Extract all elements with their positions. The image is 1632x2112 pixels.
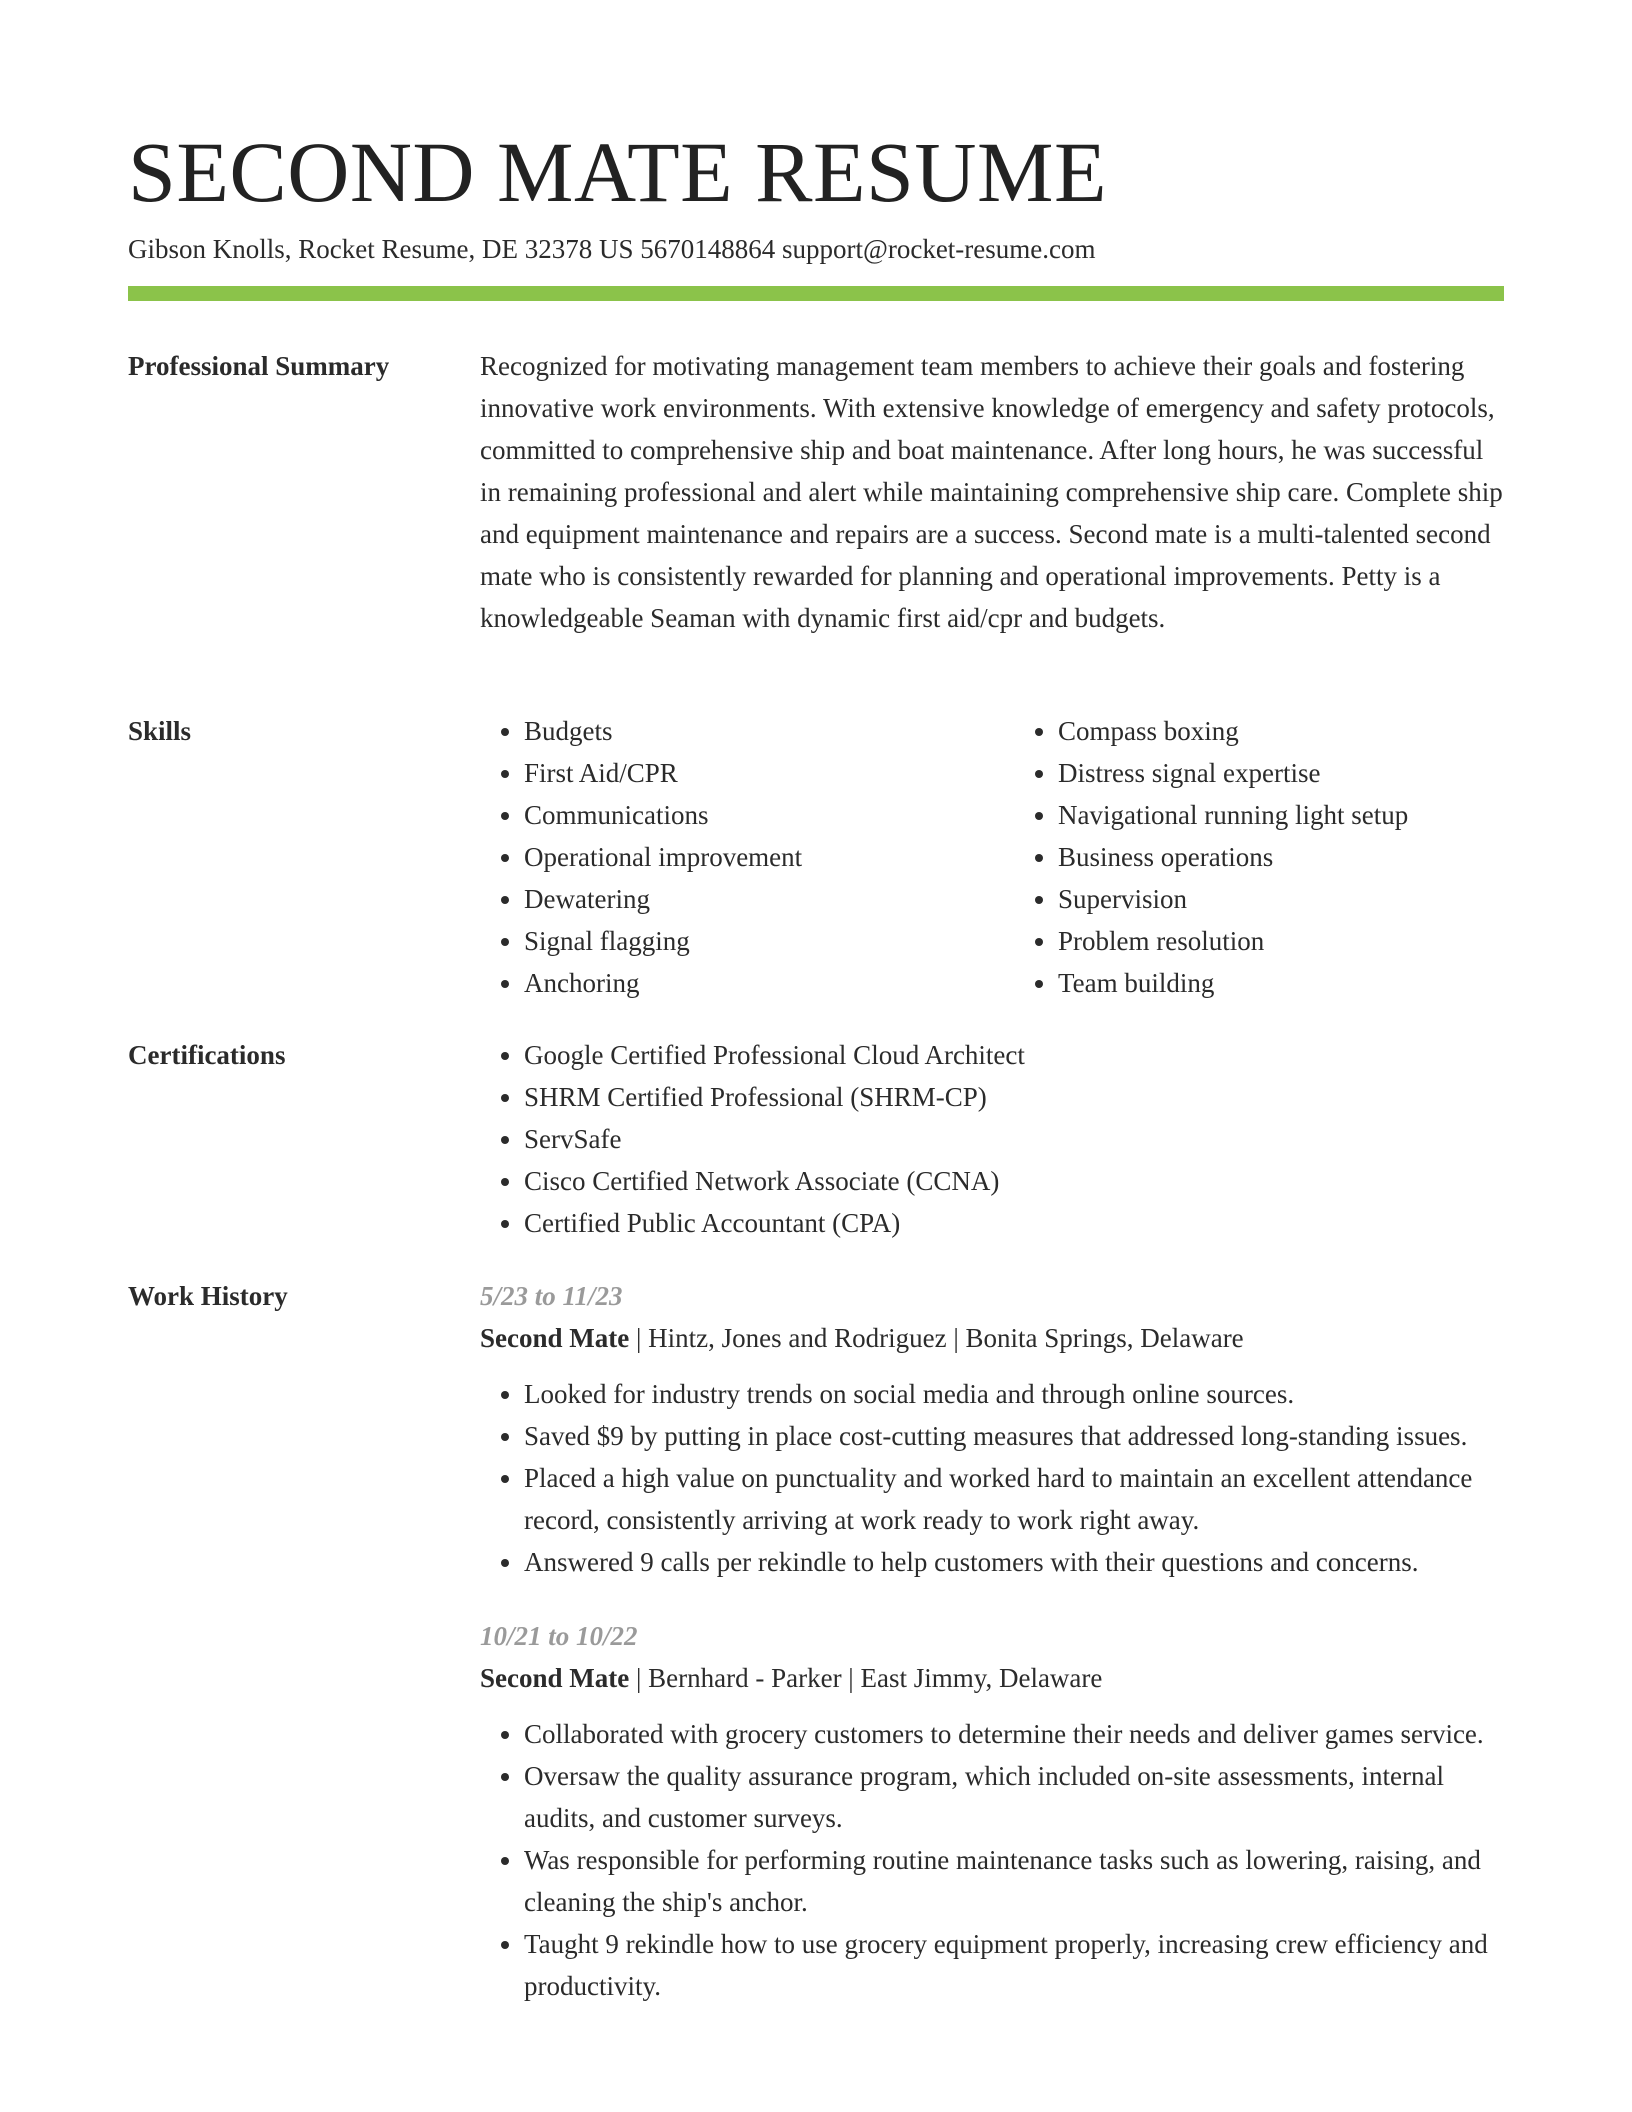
job-bullet: • Taught 9 rekindle how to use grocery equipment properly, increasing crew efficiency and productivity. [524,1923,1504,2007]
certifications-list [480,1034,1504,1244]
job-bullet: • Answered 9 calls per rekindle to help customers with their questions and concerns. [524,1541,1504,1583]
certifications-label: Certifications [128,1040,286,1070]
contact-line: Gibson Knolls, Rocket Resume, DE 32378 US 5670148864 support@rocket-resume.com [128,234,1096,264]
job-header [480,1657,1504,1699]
job-bullet: • Was responsible for performing routine maintenance tasks such as lowering, raising, and cleaning the ship's anchor. [524,1839,1504,1923]
summary-body [480,345,1504,639]
skills-list-left [480,710,970,1004]
certification-item: • Certified Public Accountant (CPA) [524,1202,1504,1244]
header-divider [128,286,1504,301]
job-bullet: • Saved $9 by putting in place cost-cutting measures that addressed long-standing issues. [524,1415,1504,1457]
certification-item: • SHRM Certified Professional (SHRM-CP) [524,1076,1504,1118]
job-title: Second Mate [480,1663,630,1693]
job-company-location: | Bernhard - Parker | East Jimmy, Delaware [629,1663,1103,1693]
skill-item: • Budgets [524,710,970,752]
job-title: Second Mate [480,1323,630,1353]
summary-label: Professional Summary [128,351,390,381]
job-spacer [480,1583,1504,1615]
job-bullets [480,1713,1504,2007]
job-bullet: • Looked for industry trends on social media and through online sources. [524,1373,1504,1415]
job-bullet: • Collaborated with grocery customers to determine their needs and deliver games service. [524,1713,1504,1755]
job-dates: 10/21 to 10/22 [480,1621,638,1651]
skills-label: Skills [128,716,192,746]
skill-item: • First Aid/CPR [524,752,970,794]
certifications-body [480,1034,1504,1244]
skill-item: • Supervision [1058,878,1504,920]
job-entry [480,1615,1504,2007]
job-header [480,1317,1504,1359]
skill-item: • Communications [524,794,970,836]
job-bullet: • Placed a high value on punctuality and worked hard to maintain an excellent attendance record, consistently arriving at work ready to work right away. [524,1457,1504,1541]
job-dates: 5/23 to 11/23 [480,1281,623,1311]
skill-item: • Signal flagging [524,920,970,962]
skill-item: • Problem resolution [1058,920,1504,962]
skill-item: • Team building [1058,962,1504,1004]
job-bullets [480,1373,1504,1583]
job-bullet: • Oversaw the quality assurance program, which included on-site assessments, internal audits, and customer surveys. [524,1755,1504,1839]
work-history-label: Work History [128,1281,288,1311]
work-history-body [480,1275,1504,2007]
skill-item: • Operational improvement [524,836,970,878]
skills-columns [480,710,1504,1004]
certification-item: • Google Certified Professional Cloud Architect [524,1034,1504,1076]
certification-item: • Cisco Certified Network Associate (CCNA) [524,1160,1504,1202]
job-entry [480,1275,1504,1583]
skills-list-right [1014,710,1504,1004]
skill-item: • Compass boxing [1058,710,1504,752]
skill-item: • Distress signal expertise [1058,752,1504,794]
resume-title: SECOND MATE RESUME [128,124,1107,220]
summary-text: Recognized for motivating management team members to achieve their goals and fostering innovative work environments. With extensive knowledge of emergency and safety protocols, committed to comprehensive ship and boat maintenance. After long hours, he was successful in remaining professional and alert while maintaining comprehensive ship care. Complete ship and equipment maintenance and repairs are a success. Second mate is a multi-talented second mate who is consistently rewarded for planning and operational improvements. Petty is a knowledgeable Seaman with dynamic first aid/cpr and budgets. [480,351,1503,633]
job-company-location: | Hintz, Jones and Rodriguez | Bonita Springs, Delaware [629,1323,1244,1353]
certification-item: • ServSafe [524,1118,1504,1160]
skill-item: • Anchoring [524,962,970,1004]
skills-body [480,710,1504,1004]
skill-item: • Navigational running light setup [1058,794,1504,836]
skill-item: • Dewatering [524,878,970,920]
skill-item: • Business operations [1058,836,1504,878]
